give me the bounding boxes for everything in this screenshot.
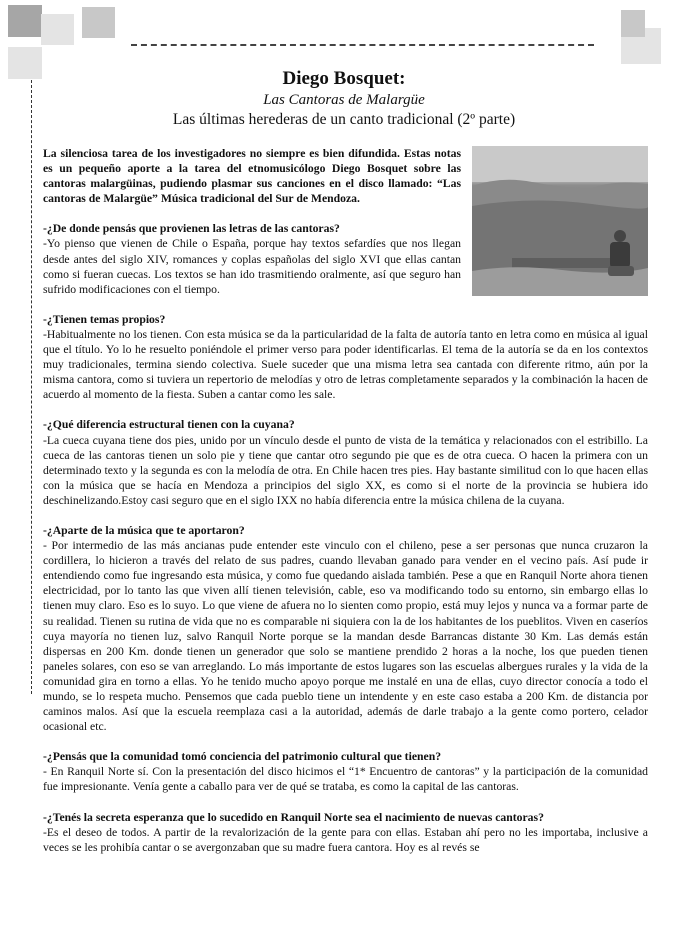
decorative-square — [41, 14, 74, 45]
question: -¿De donde pensás que provienen las letras de las cantoras? — [43, 222, 340, 236]
qa-block — [43, 221, 461, 296]
article-header — [100, 67, 588, 129]
qa-block — [43, 523, 648, 734]
top-dashed-rule — [131, 44, 594, 46]
answer: -Es el deseo de todos. A partir de la revalorización de la gente para con ellas. Estaban ahí pero no les importaba, inclusive a veces se les prohibía cantar o se avergonzaban que su madre fuera cantora. Hoy es al revés se — [43, 825, 648, 854]
qa-block — [43, 749, 648, 794]
question: -¿Pensás que la comunidad tomó conciencia del patrimonio cultural que tienen? — [43, 750, 442, 764]
qa-block — [43, 810, 648, 855]
decorative-square — [621, 10, 645, 37]
question: -¿Qué diferencia estructural tienen con la cuyana? — [43, 418, 295, 432]
question: -¿Tienen temas propios? — [43, 312, 166, 326]
answer: -Yo pienso que vienen de Chile o España, porque hay textos sefardíes que nos llegan desde antes del siglo XIV, romances y coplas españolas del siglo XVI que ellas cantan como si fueran cuecas. Los textos se han ido trasmitiendo oralmente, así que seguro han sufrido modificaciones con el tiempo. — [43, 237, 461, 296]
question: -¿Tenés la secreta esperanza que lo sucedido en Ranquil Norte sea el nacimiento de nuevas cantoras? — [43, 810, 544, 824]
question: -¿Aparte de la música que te aportaron? — [43, 523, 245, 537]
article-title: Diego Bosquet: — [282, 68, 406, 89]
answer: -La cueca cuyana tiene dos pies, unido por un vínculo desde el punto de vista de la temática y relacionados con el estribillo. La cueca de las cantoras tienen un solo pie y tiene que cantar otro segundo pie que es de otra cueca. O hacen la primera con un determinado texto y la segunda es con la melodía de otra. En Chile hacen tres pies. Hay bastante similitud con lo que hacen ellas con la música que se hacía en Mendoza a principios del siglo XX, es como si el norte de la provincia se hubiera ido deschinelizando.Estoy casi seguro que en el siglo IXX no había diferencia entre la música chilena de la cuyana. — [43, 433, 648, 507]
decorative-square — [82, 7, 115, 38]
article-body — [43, 146, 648, 870]
left-dashed-rule — [31, 80, 32, 694]
decorative-square — [8, 47, 42, 79]
qa-block — [43, 417, 648, 508]
decorative-square — [8, 5, 42, 37]
answer: - En Ranquil Norte sí. Con la presentación del disco hicimos el “1* Encuentro de cantoras” y la participación de la comunidad fue impresionante. Venía gente a caballo para ver de qué se trataba, es como la capital de las cantoras. — [43, 765, 648, 794]
intro-paragraph: La silenciosa tarea de los investigadores no siempre es bien difundida. Estas notas es un pequeño aporte a la tarea del etnomusicólogo Diego Bosquet sobre las cantoras malargüinas, pudiendo plasmar sus canciones en el disco llamado: “Las cantoras de Malargüe” Música tradicional del Sur de Mendoza. — [43, 147, 461, 206]
qa-block — [43, 312, 648, 403]
article-kicker: Las últimas herederas de un canto tradicional (2º parte) — [172, 111, 516, 128]
article-subtitle: Las Cantoras de Malargüe — [263, 92, 425, 108]
answer: -Habitualmente no los tienen. Con esta música se da la particularidad de la falta de autoría tanto en letra como en música al igual que el título. Yo lo he resuelto poniéndole el primer verso para poder identificarlas. El tema de la autoría se da en los contextos muy tradicionales, termina siendo colectiva. Suele suceder que una misma letra sea cantada con diferente ritmo, aún por la misma cantora, como si tuviera un repertorio de melodías y otro de letras completamente separados y la combinación la hacen de acuerdo al momento de la fiesta. Suben a cantar como les sale. — [43, 327, 648, 402]
answer: - Por intermedio de las más ancianas pude entender este vinculo con el chileno, pese a ser personas que nunca cruzaron la cordillera, lo hicieron a través del relato de sus padres, cuando llevaban ganado para vender en el vecino país. Así pude ir entendiendo como fue ingresando esta música, y como fue quedando aislada también. Pese a que en Ranquil Norte ahora tienen electricidad, por lo tanto las que viven allí tienen televisión, cable, eso va modificando todo su entorno, sin embargo ellas lo tienen muy claro. Eso es lo suyo. Lo que viene de afuera no lo sienten como propio, está muy lejos y nunca va a formar parte de su realidad. Tienen su rutina de vida que no es comparable ni siquiera con la de los habitantes de los pueblitos. Viven en caseríos cuya mayoría no tienen luz, salvo Ranquil Norte porque se la mandan desde Barrancas distante 30 Km. Las demás están dispersas en 200 Km. donde tienen un generador que solo se mantiene prendido 2 horas a la noche, los que pueden tienen paneles solares, con eso se van arreglando. Lo más importante de estos lugares son las escuelas albergues rurales y la vida de la comunidad gira en torno a ellas. Yo he tenido mucho apoyo porque me instalé en una de ellas, cuyo director conocía a todo el mundo, se lo respeta mucho. Pensemos que cada pueblo tiene un intendente y en este caso estaba a 200 Km. de distancia por caminos malos. Así que la escuela reemplaza casi a la autoridad, además de darle trabajo a la gente como portero, celador ocasional etc. — [43, 539, 648, 734]
